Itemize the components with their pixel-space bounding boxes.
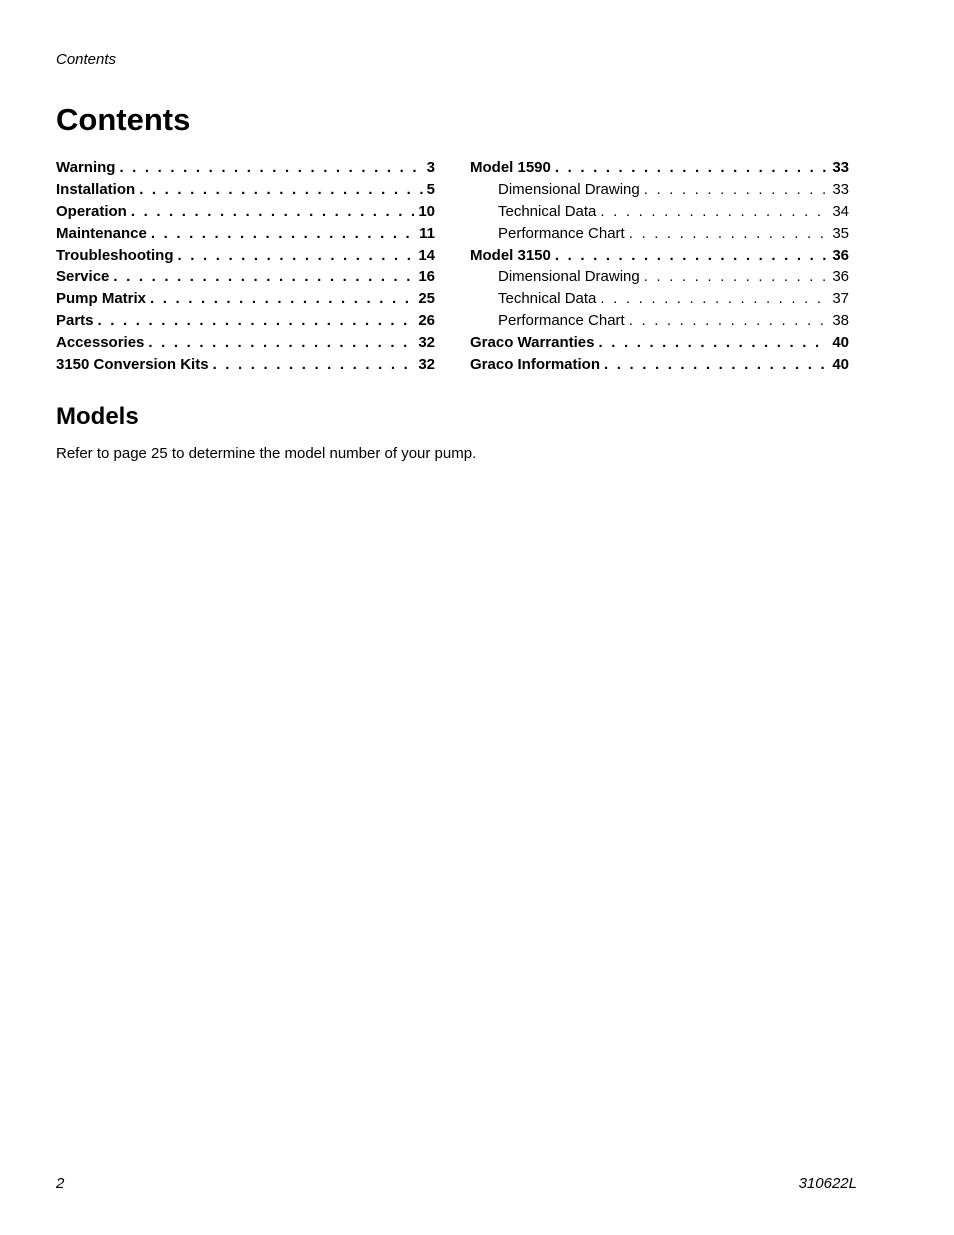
toc-entry-1590-performance-chart[interactable] — [470, 225, 849, 247]
toc-entry-title: Troubleshooting — [56, 246, 174, 264]
running-head: Contents — [56, 51, 117, 68]
toc-entry-warning[interactable] — [56, 159, 435, 181]
toc-leader — [178, 247, 415, 264]
toc-entry-graco-information[interactable] — [470, 356, 849, 378]
toc-entry-1590-technical-data[interactable] — [470, 203, 849, 225]
toc-entry-title: Model 3150 — [470, 246, 551, 264]
toc-leader — [555, 159, 828, 176]
toc-leader — [113, 268, 414, 285]
toc-entry-page: 36 — [832, 246, 849, 264]
toc-entry-3150-dimensional-drawing[interactable] — [470, 268, 849, 290]
toc-entry-page: 40 — [832, 356, 849, 374]
toc-entry-1590-dimensional-drawing[interactable] — [470, 181, 849, 203]
toc-entry-page: 3 — [426, 159, 435, 176]
toc-entry-title: Dimensional Drawing — [498, 180, 640, 198]
footer-page-number: 2 — [56, 1175, 65, 1192]
toc-entry-accessories[interactable] — [56, 334, 435, 356]
toc-entry-title: Performance Chart — [498, 224, 625, 242]
toc-entry-troubleshooting[interactable] — [56, 247, 435, 269]
toc-entry-model-1590[interactable] — [470, 159, 849, 181]
toc-leader — [644, 268, 829, 285]
toc-entry-title: Operation — [56, 202, 127, 220]
toc-right-column — [470, 159, 849, 378]
toc-entry-title: Accessories — [56, 334, 145, 352]
toc-entry-model-3150[interactable] — [470, 247, 849, 269]
toc-leader — [151, 225, 415, 242]
toc-leader — [600, 290, 828, 307]
toc-leader — [604, 356, 828, 373]
toc-left-column — [56, 159, 435, 378]
toc-leader — [139, 181, 422, 198]
toc-leader — [131, 203, 414, 220]
toc-leader — [119, 159, 422, 176]
toc-entry-graco-warranties[interactable] — [470, 334, 849, 356]
toc-entry-installation[interactable] — [56, 181, 435, 203]
toc-entry-page: 32 — [418, 334, 435, 352]
toc-entry-title: Warning — [56, 159, 116, 176]
toc-entry-title: Technical Data — [498, 290, 597, 308]
toc-entry-3150-performance-chart[interactable] — [470, 312, 849, 334]
toc-entry-page: 14 — [418, 246, 435, 264]
footer-doc-number: 310622L — [798, 1175, 857, 1192]
toc-entry-title: Technical Data — [498, 202, 597, 220]
toc-entry-page: 26 — [418, 312, 435, 330]
toc-leader — [629, 225, 829, 242]
toc-entry-page: 5 — [426, 180, 435, 198]
toc-entry-parts[interactable] — [56, 312, 435, 334]
toc-entry-page: 16 — [418, 268, 435, 286]
toc-leader — [213, 356, 415, 373]
toc-entry-3150-technical-data[interactable] — [470, 290, 849, 312]
toc-leader — [148, 334, 414, 351]
toc-entry-title: Maintenance — [56, 224, 147, 242]
toc-leader — [629, 312, 829, 329]
toc-entry-page: 36 — [832, 268, 849, 286]
toc-leader — [644, 181, 829, 198]
toc-leader — [150, 290, 414, 307]
toc-entry-page: 37 — [832, 290, 849, 308]
toc-entry-title: Dimensional Drawing — [498, 268, 640, 286]
page-title: Contents — [56, 102, 191, 137]
toc-entry-page: 33 — [832, 159, 849, 176]
toc-entry-operation[interactable] — [56, 203, 435, 225]
toc-entry-maintenance[interactable] — [56, 225, 435, 247]
toc-entry-title: 3150 Conversion Kits — [56, 356, 209, 374]
toc-entry-page: 11 — [419, 224, 435, 242]
toc-entry-page: 33 — [832, 180, 849, 198]
toc-leader — [555, 247, 828, 264]
toc-entry-page: 25 — [418, 290, 435, 308]
toc-entry-pump-matrix[interactable] — [56, 290, 435, 312]
toc-entry-page: 10 — [418, 202, 435, 220]
toc-entry-page: 40 — [832, 334, 849, 352]
toc-entry-3150-conversion-kits[interactable] — [56, 356, 435, 378]
toc-entry-page: 35 — [832, 224, 849, 242]
toc-entry-title: Model 1590 — [470, 159, 551, 176]
toc-entry-service[interactable] — [56, 268, 435, 290]
toc-leader — [599, 334, 829, 351]
toc-entry-title: Parts — [56, 312, 94, 330]
toc-entry-title: Graco Warranties — [470, 334, 595, 352]
toc-entry-title: Service — [56, 268, 110, 286]
toc-leader — [600, 203, 828, 220]
toc-entry-page: 34 — [832, 202, 849, 220]
toc-leader — [98, 312, 415, 329]
toc-entry-title: Pump Matrix — [56, 290, 147, 308]
toc-entry-title: Installation — [56, 180, 136, 198]
toc-entry-title: Graco Information — [470, 356, 601, 374]
models-text: Refer to page 25 to determine the model number of your pump. — [56, 445, 477, 462]
toc-entry-page: 32 — [418, 356, 435, 374]
toc-entry-page: 38 — [832, 312, 849, 330]
models-heading: Models — [56, 403, 139, 430]
toc-entry-title: Performance Chart — [498, 312, 625, 330]
